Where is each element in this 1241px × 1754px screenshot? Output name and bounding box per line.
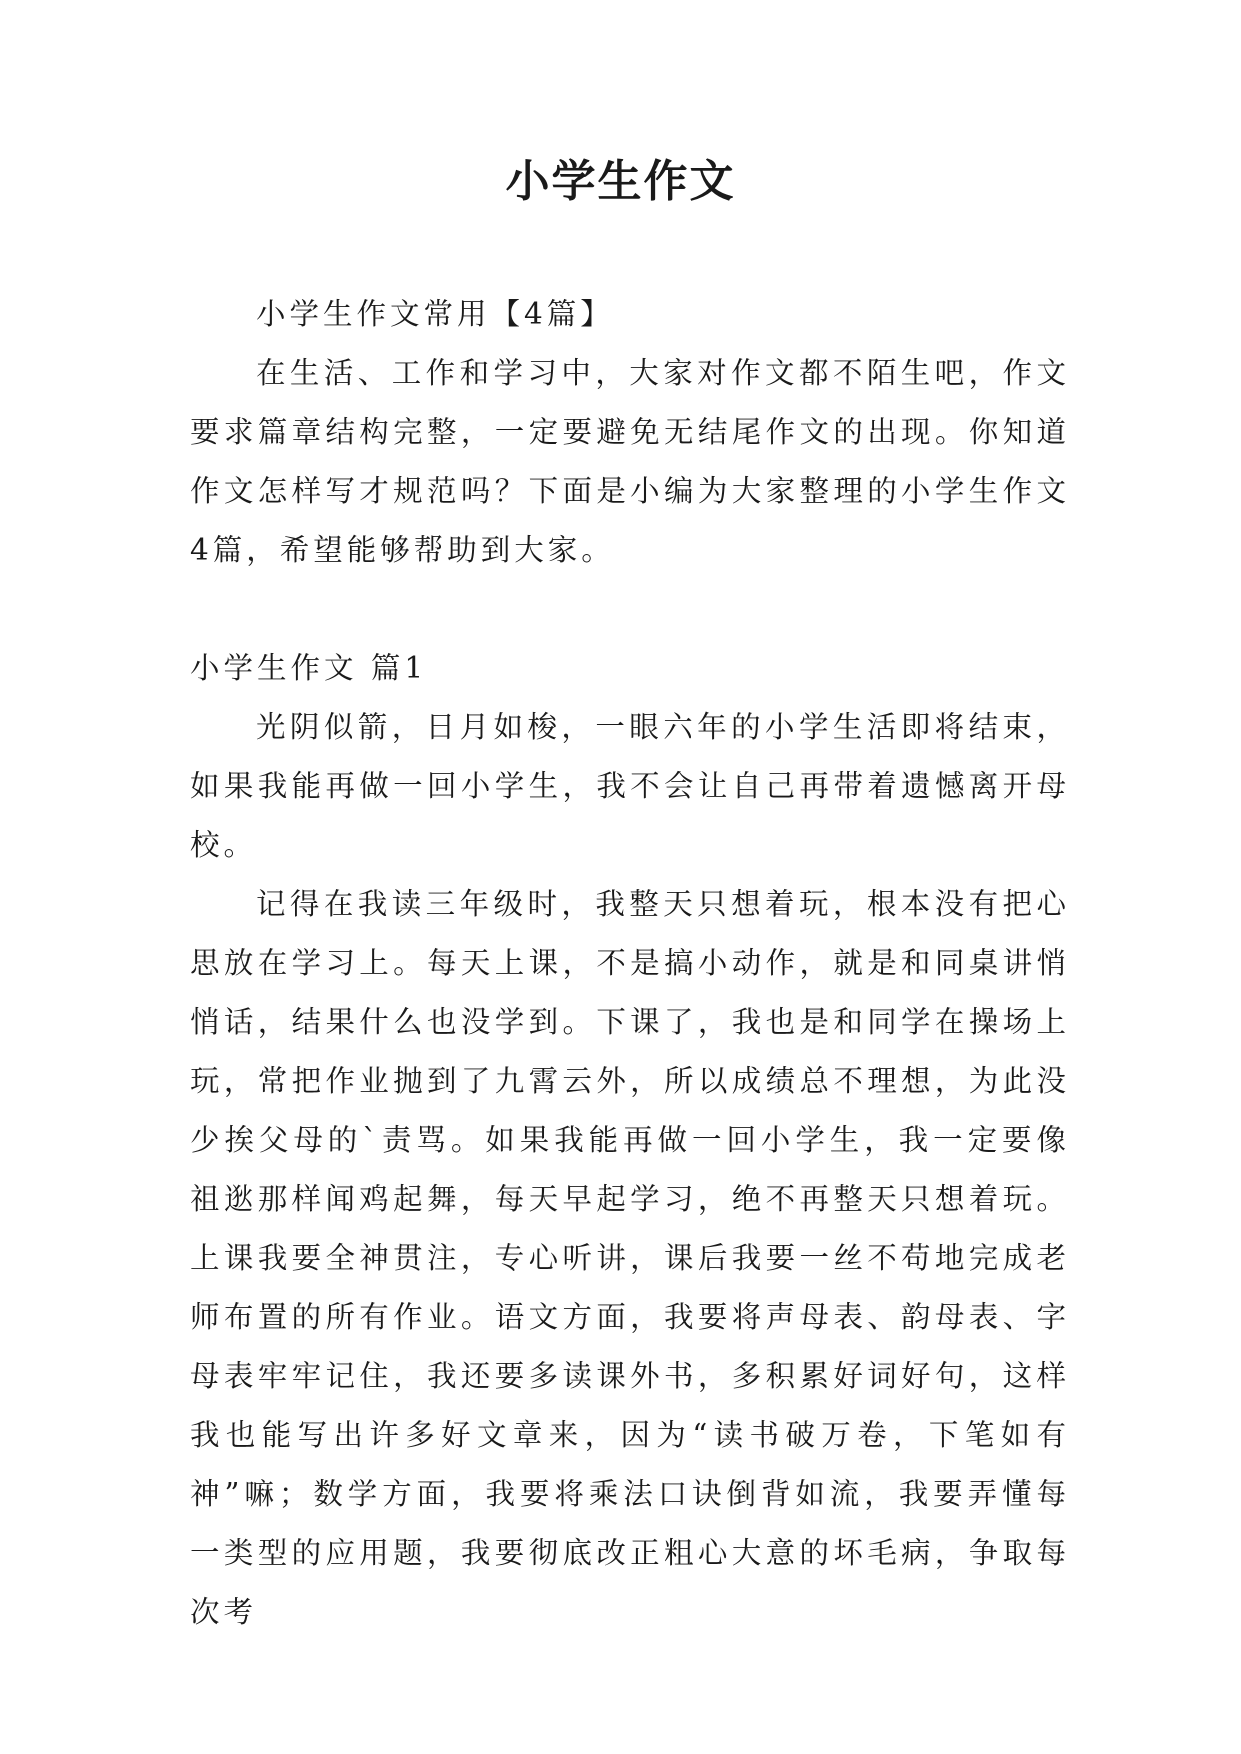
intro-paragraph: 在生活、工作和学习中，大家对作文都不陌生吧，作文要求篇章结构完整，一定要避免无结尾作文的出现。你知道作文怎样写才规范吗？下面是小编为大家整理的小学生作文4篇，希望能够帮助到大家。 (190, 356, 1070, 567)
body-paragraph-2: 记得在我读三年级时，我整天只想着玩，根本没有把心思放在学习上。每天上课，不是搞小动作，就是和同桌讲悄悄话，结果什么也没学到。下课了，我也是和同学在操场上玩，常把作业抛到了九霄云外，所以成绩总不理想，为此没少挨父母的`责骂。如果我能再做一回小学生，我一定要像祖逖那样闻鸡起舞，每天早起学习，绝不再整天只想着玩。上课我要全神贯注，专心听讲，课后我要一丝不苟地完成老师布置的所有作业。语文方面，我要将声母表、韵母表、字母表牢牢记住，我还要多读课外书，多积累好词好句，这样我也能写出许多好文章来，因为“读书破万卷，下笔如有神”嘛；数学方面，我要将乘法口诀倒背如流，我要弄懂每一类型的应用题，我要彻底改正粗心大意的坏毛病，争取每次考 (190, 887, 1070, 1629)
section-heading: 小学生作文 篇1 (190, 651, 428, 685)
intro-heading: 小学生作文常用【4篇】 (256, 297, 614, 331)
body-paragraph-1: 光阴似箭，日月如梭，一眼六年的小学生活即将结束，如果我能再做一回小学生，我不会让自己再带着遗憾离开母校。 (190, 710, 1070, 862)
document-body (190, 285, 1070, 1642)
document-title: 小学生作文 (505, 156, 736, 207)
